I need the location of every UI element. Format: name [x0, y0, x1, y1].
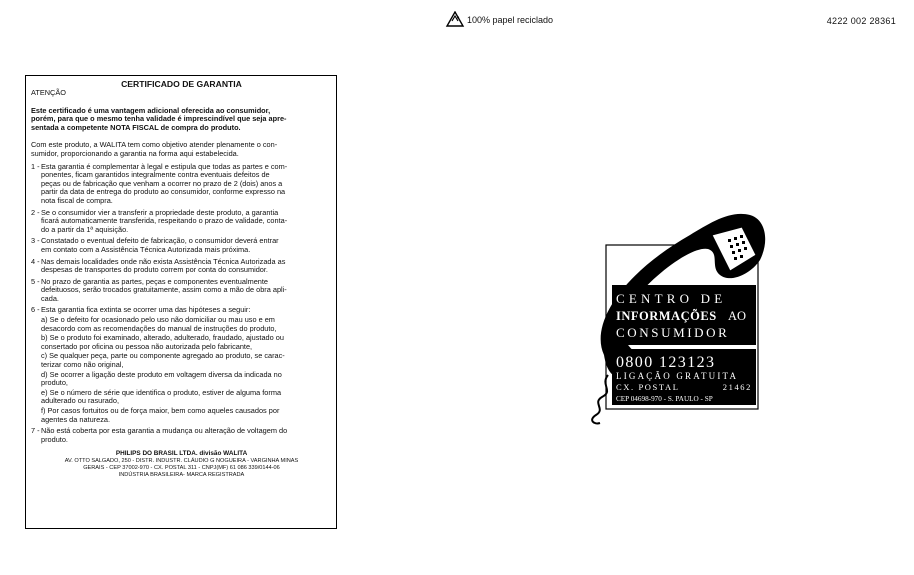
- exclusion-line: produto,: [41, 378, 68, 388]
- lead-line: sumidor, proporcionando a garantia na forma aqui estabelecida.: [31, 148, 239, 158]
- exclusion-line: consertado por oficina ou pessoa não autorizada pelo fabricante,: [41, 341, 253, 351]
- exclusion-line: c) Se qualquer peça, parte ou componente agregado ao produto, se carac-: [41, 351, 285, 361]
- clause-line: Nas demais localidades onde não exista Assistência Técnica Autorizada as: [41, 256, 286, 266]
- exclusion-line: terizar como não original,: [41, 360, 124, 370]
- clause-number: 2 -: [31, 207, 40, 217]
- recycle-icon: [445, 11, 465, 29]
- free-call-label: LIGAÇÃO GRATUITA: [616, 371, 739, 381]
- recycled-paper-note: [445, 11, 553, 29]
- clause-number: 3 -: [31, 236, 40, 246]
- clause-line: do a partir da 1ª aquisição.: [41, 224, 129, 234]
- clause-line: nota fiscal de compra.: [41, 195, 113, 205]
- company-name: PHILIPS DO BRASIL LTDA. divisão WALITA: [115, 450, 248, 458]
- clause-line: defeituosos, serão trocados gratuitamente, assim como a mão de obra apli-: [41, 285, 287, 295]
- warranty-certificate: [25, 75, 337, 529]
- certificate-intro: [31, 107, 332, 133]
- warranty-clause-1: [31, 163, 332, 206]
- warranty-clause-7: [31, 427, 332, 444]
- logo-line-consumidor: CONSUMIDOR: [616, 325, 730, 340]
- clause-line: ponentes, ficam garantidos integralmente contra eventuais defeitos de: [41, 170, 270, 180]
- intro-line: Este certificado é uma vantagem adicional oferecida ao consumidor,: [31, 105, 271, 115]
- clause-line: produto.: [41, 434, 68, 444]
- certificate-title: CERTIFICADO DE GARANTIA: [121, 79, 242, 89]
- exclusion-f: [31, 407, 332, 424]
- clause-number: 7 -: [31, 426, 40, 436]
- warranty-clause-2: [31, 209, 332, 235]
- recycled-text: 100% papel reciclado: [467, 15, 554, 25]
- exclusion-b: [31, 334, 332, 351]
- consumer-center-graphic: [580, 205, 770, 430]
- po-box-label: CX. POSTAL: [616, 382, 680, 392]
- exclusion-line: e) Se o número de série que identifica o produto, estiver de alguma forma: [41, 387, 282, 397]
- clause-number: 5 -: [31, 276, 40, 286]
- clause-line: ficará automaticamente transferida, respeitando o prazo de validade, conta-: [41, 216, 288, 226]
- attention-label: ATENÇÃO: [31, 88, 66, 97]
- exclusion-d: [31, 371, 332, 388]
- postal-code-city: CEP 04698-970 - S. PAULO - SP: [616, 395, 713, 403]
- intro-line: sentada a competente NOTA FISCAL de compra do produto.: [31, 122, 241, 132]
- clause-number: 4 -: [31, 256, 40, 266]
- clause-line: Se o consumidor vier a transferir a propriedade deste produto, a garantia: [41, 207, 279, 217]
- warranty-clause-3: [31, 237, 332, 254]
- exclusion-c: [31, 352, 332, 369]
- exclusion-line: d) Se ocorrer a ligação deste produto em voltagem diversa da indicada no: [41, 369, 282, 379]
- certificate-lead: [31, 141, 332, 158]
- logo-line-informacoes: INFORMAÇÕES: [616, 309, 717, 323]
- warranty-clause-4: [31, 258, 332, 275]
- intro-line: porém, para que o mesmo tenha validade é imprescindível que seja apre-: [31, 114, 287, 124]
- clause-line: Esta garantia fica extinta se ocorrer uma das hipóteses a seguir:: [41, 305, 251, 315]
- consumer-info-center-logo: [580, 205, 770, 430]
- clause-line: No prazo de garantia as partes, peças e componentes eventualmente: [41, 276, 268, 286]
- clause-line: em contato com a Assistência Técnica Autorizada mais próxima.: [41, 244, 251, 254]
- lead-line: Com este produto, a WALITA tem como objetivo atender plenamente o con-: [31, 140, 278, 150]
- exclusion-line: f) Por casos fortuitos ou de força maior, bem como aqueles causados por: [41, 406, 280, 415]
- clause-number: 1 -: [31, 161, 40, 171]
- warranty-clause-6: [31, 306, 332, 315]
- exclusion-a: [31, 316, 332, 333]
- warranty-clause-5: [31, 278, 332, 304]
- exclusion-line: desacordo com as recomendações do manual de instruções do produto,: [41, 323, 277, 333]
- certificate-footer: [31, 450, 332, 478]
- exclusion-line: agentes da natureza.: [41, 414, 111, 424]
- company-address: GERAIS - CEP 37002-970 - CX. POSTAL 311 - CNPJ(MF) 61 086 339/0144-06: [83, 464, 280, 471]
- clause-line: cada.: [41, 293, 59, 303]
- po-box-number: 21462: [722, 382, 752, 392]
- company-address: AV. OTTO SALGADO, 250 - DISTR. INDUSTR. CLÁUDIO G NOGUEIRA - VARGINHA MINAS: [64, 458, 299, 465]
- clause-line: Esta garantia é complementar à legal e estipula que todas as partes e com-: [41, 161, 288, 171]
- clause-number: 6 -: [31, 305, 40, 315]
- clause-line: partir da data de entrega do produto ao consumidor, conforme expresso na: [41, 187, 286, 197]
- exclusion-line: a) Se o defeito for ocasionado pelo uso não domiciliar ou mau uso e em: [41, 315, 275, 325]
- exclusion-line: adulterado ou rasurado,: [41, 396, 119, 406]
- company-registration: INDÚSTRIA BRASILEIRA- MARCA REGISTRADA: [118, 471, 245, 478]
- toll-free-number: 0800 123123: [616, 354, 716, 371]
- logo-line-ao: AO: [728, 309, 747, 323]
- clause-line: peças ou de fabricação que venham a ocorrer no prazo de 2 (dois) anos a: [41, 178, 283, 188]
- document-code: 4222 002 28361: [826, 16, 896, 26]
- logo-line-centro-de: CENTRO DE: [616, 291, 727, 306]
- clause-line: Não está coberta por esta garantia a mudança ou alteração de voltagem do: [41, 426, 288, 436]
- clause-line: Constatado o eventual defeito de fabricação, o consumidor deverá entrar: [41, 236, 279, 246]
- clause-line: despesas de transportes do produto correm por conta do consumidor.: [41, 265, 268, 275]
- exclusion-line: b) Se o produto foi examinado, alterado, adulterado, fraudado, ajustado ou: [41, 333, 284, 343]
- exclusion-e: [31, 389, 332, 406]
